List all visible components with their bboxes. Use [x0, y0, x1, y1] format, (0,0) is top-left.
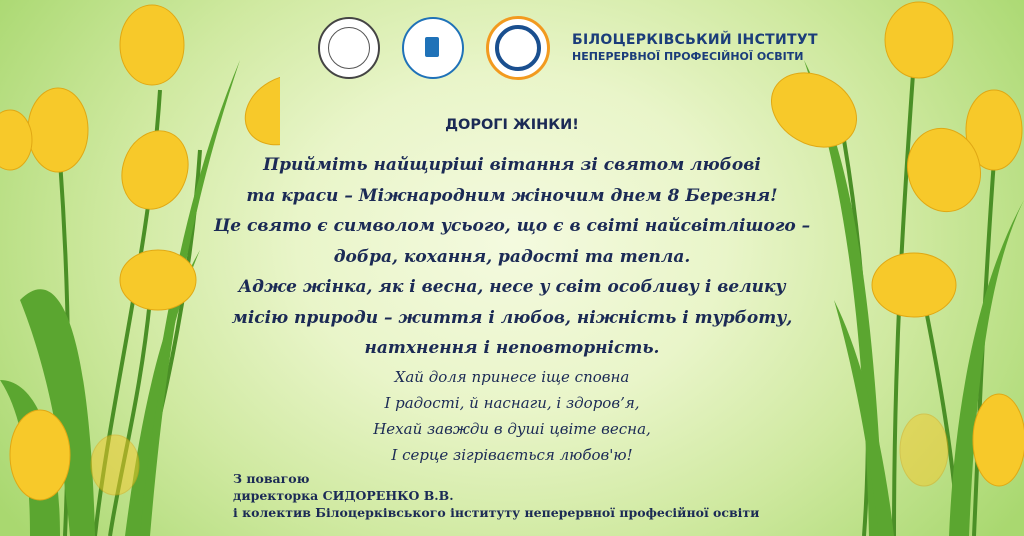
biipo-logo-icon: [486, 16, 550, 80]
academy-seal-icon: [318, 17, 380, 79]
greeting-line: Адже жінка, як і весна, несе у світ особливу і велику: [238, 277, 786, 297]
greeting-text: [0, 150, 1024, 468]
signature-director: директорка СИДОРЕНКО В.В.: [233, 488, 454, 503]
greeting-line: добра, кохання, радості та тепла.: [333, 246, 691, 267]
greeting-line: Прийміть найщиріші вітання зі святом любові: [263, 155, 761, 175]
institute-name-line2: НЕПЕРЕРВНОЇ ПРОФЕСІЙНОЇ ОСВІТИ: [572, 49, 804, 63]
poem-line: І серце зігрівається любов'ю!: [391, 445, 633, 464]
poem-line: Нехай завжди в душі цвіте весна,: [373, 419, 651, 438]
signature-regards: З повагою: [233, 471, 310, 486]
poem-line: І радості, й наснаги, і здоров’я,: [384, 393, 640, 412]
poem-line: Хай доля принесе іще сповна: [394, 367, 630, 386]
greeting-line: місію природи – життя і любов, ніжність і турботу,: [231, 307, 793, 328]
header-logos: [318, 18, 818, 78]
methodical-center-icon: [402, 17, 464, 79]
greeting-line: натхнення і неповторність.: [364, 338, 660, 358]
greeting-heading: ДОРОГІ ЖІНКИ!: [445, 117, 579, 133]
institute-name-line1: БІЛОЦЕРКІВСЬКИЙ ІНСТИТУТ: [572, 32, 818, 49]
greeting-line: Це свято є символом усього, що є в світі найсвітлішого –: [213, 216, 811, 236]
signature: [233, 470, 759, 521]
greeting-line: та краси – Міжнародним жіночим днем 8 Березня!: [246, 185, 778, 206]
signature-team: і колектив Білоцерківського інституту неперервної професійної освіти: [233, 505, 760, 520]
institute-name: [572, 32, 818, 63]
